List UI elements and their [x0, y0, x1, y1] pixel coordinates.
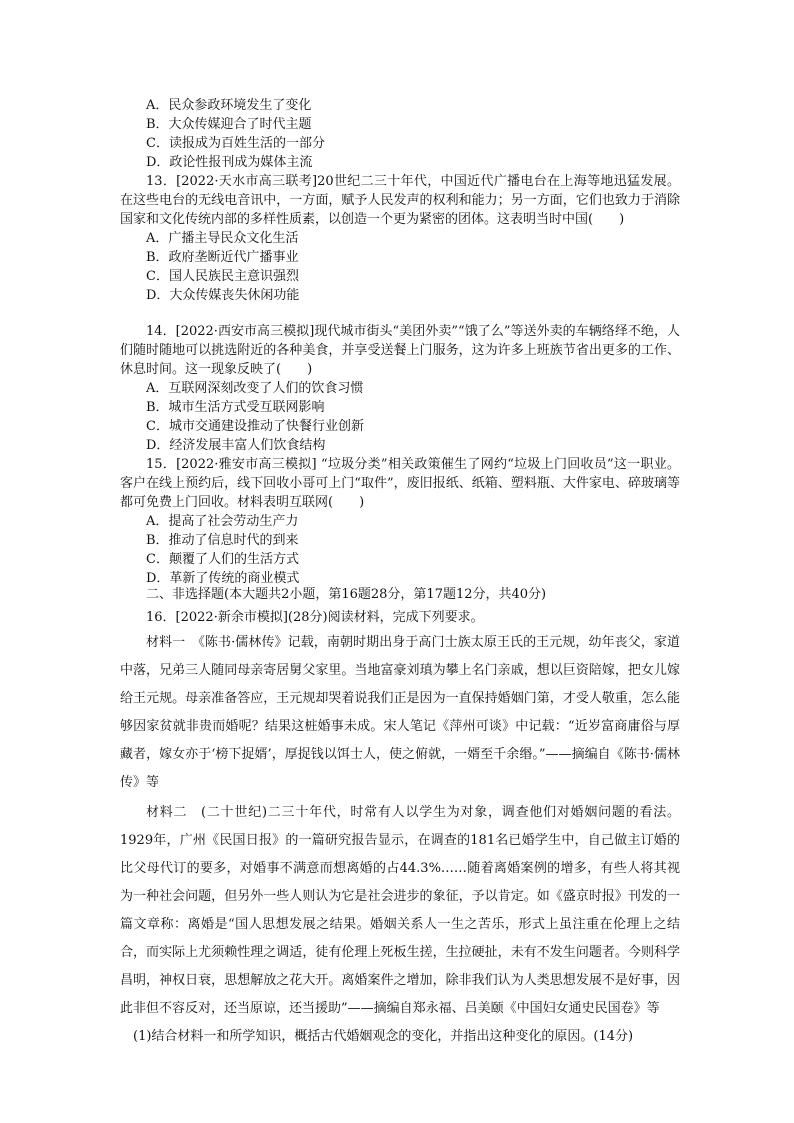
question-15-stem: 15．[2022·雅安市高三模拟] “垃圾分类”相关政策催生了网约“垃圾上门回收员”这一职业。客户在线上预约后，线下回收小哥可上门“取件”，废旧报纸、纸箱、塑料瓶、大件家电、碎玻璃等都可免费上门回收。材料表明互联网( ): [120, 457, 680, 510]
option-b: B．大众传媒迎合了时代主题: [146, 117, 312, 132]
option-a: A．互联网深刻改变了人们的饮食习惯: [146, 381, 364, 396]
option-d: D．大众传媒丧失休闲功能: [146, 288, 300, 303]
question-16: [120, 608, 680, 1046]
option-b: B．城市生活方式受互联网影响: [146, 400, 325, 415]
option-a: A．民众参政环境发生了变化: [146, 98, 312, 113]
question-14-stem: 14．[2022·西安市高三模拟]现代城市街头“美团外卖”“饿了么”等送外卖的车辆络绎不绝，人们随时随地可以挑选附近的各种美食，并享受送餐上门服务，这为许多上班族节省出更多的工作、休息时间。这一现象反映了( ): [120, 324, 680, 377]
question-15: [120, 455, 680, 588]
option-b: B．政府垄断近代广播事业: [146, 250, 299, 265]
question-13-stem: 13．[2022·天水市高三联考]20世纪二三十年代，中国近代广播电台在上海等地迅猛发展。在这些电台的无线电音讯中，一方面，赋予人民发声的权利和能力；另一方面，它们也致力于消除国家和文化传统内部的多样性质素，以创造一个更为紧密的团体。这表明当时中国( ): [120, 174, 680, 227]
option-d: D．革新了传统的商业模式: [146, 571, 300, 586]
option-a: A．广播主导民众文化生活: [146, 231, 299, 246]
section-2-title: 二、非选择题(本大题共2小题，第16题28分，第17题12分，共40分): [146, 587, 547, 602]
option-d: D．政论性报刊成为媒体主流: [146, 155, 313, 170]
sub-question-1: (1)结合材料一和所学知识，概括古代婚姻观念的变化，并指出这种变化的原因。(14分): [133, 1029, 634, 1044]
option-d: D．经济发展丰富人们饮食结构: [146, 438, 326, 453]
option-c: C．国人民族民主意识强烈: [146, 269, 299, 284]
section-heading: [120, 585, 680, 604]
question-16-stem: 16．[2022·新余市模拟](28分)阅读材料，完成下列要求。: [146, 610, 484, 625]
question-12-options: [120, 96, 680, 172]
material-2: 材料二 (二十世纪)二三十年代，时常有人以学生为对象，调查他们对婚姻问题的看法。1929年，广州《民国日报》的一篇研究报告显示，在调查的181名已婚学生中，自己做主订婚的比父母代订的要多，对婚事不满意而想离婚的占44.3%……随着离婚案例的增多，有些人将其视为一种社会问题，但另外一些人则认为它是社会进步的象征，予以肯定。如《盛京时报》刊发的一篇文章称：离婚是“国人思想发展之结果。婚姻关系人一生之苦乐，形式上虽注重在伦理上之结合，而实际上尤须赖性理之调适，徒有伦理上死板生搓，生拉硬扯，未有不发生问题者。今则科学昌明，神权日衰，思想解放之花大开。离婚案件之增加，除非我们认为人类思想发展不是好事，因此非但不容反对，还当原谅，还当援助”——摘编自郑永福、吕美颐《中国妇女通史民国卷》等: [120, 805, 680, 1016]
option-b: B．推动了信息时代的到来: [146, 533, 299, 548]
option-c: C．城市交通建设推动了快餐行业创新: [146, 419, 364, 434]
option-c: C．读报成为百姓生活的一部分: [146, 136, 325, 151]
material-1: 材料一 《陈书·儒林传》记载，南朝时期出身于高门士族太原王氏的王元规，幼年丧父，家道中落，兄弟三人随同母亲寄居舅父家里。当地富豪刘瑱为攀上名门亲戚，想以巨资陪嫁，把女儿嫁给王元规。母亲准备答应，王元规却哭着说我们正是因为一直保持婚姻门第，才受人敬重，怎么能够因家贫就非贵而婚呢？结果这桩婚事未成。宋人笔记《萍州可谈》中记载：“近岁富商庸俗与厚藏者，嫁女亦于‘榜下捉婿’，厚捉钱以饵士人，使之俯就，一婿至千余缗。”——摘编自《陈书·儒林传》等: [120, 635, 680, 790]
option-c: C．颠覆了人们的生活方式: [146, 552, 299, 567]
question-13: [120, 172, 680, 305]
question-14: [120, 322, 680, 455]
option-a: A．提高了社会劳动生产力: [146, 514, 299, 529]
